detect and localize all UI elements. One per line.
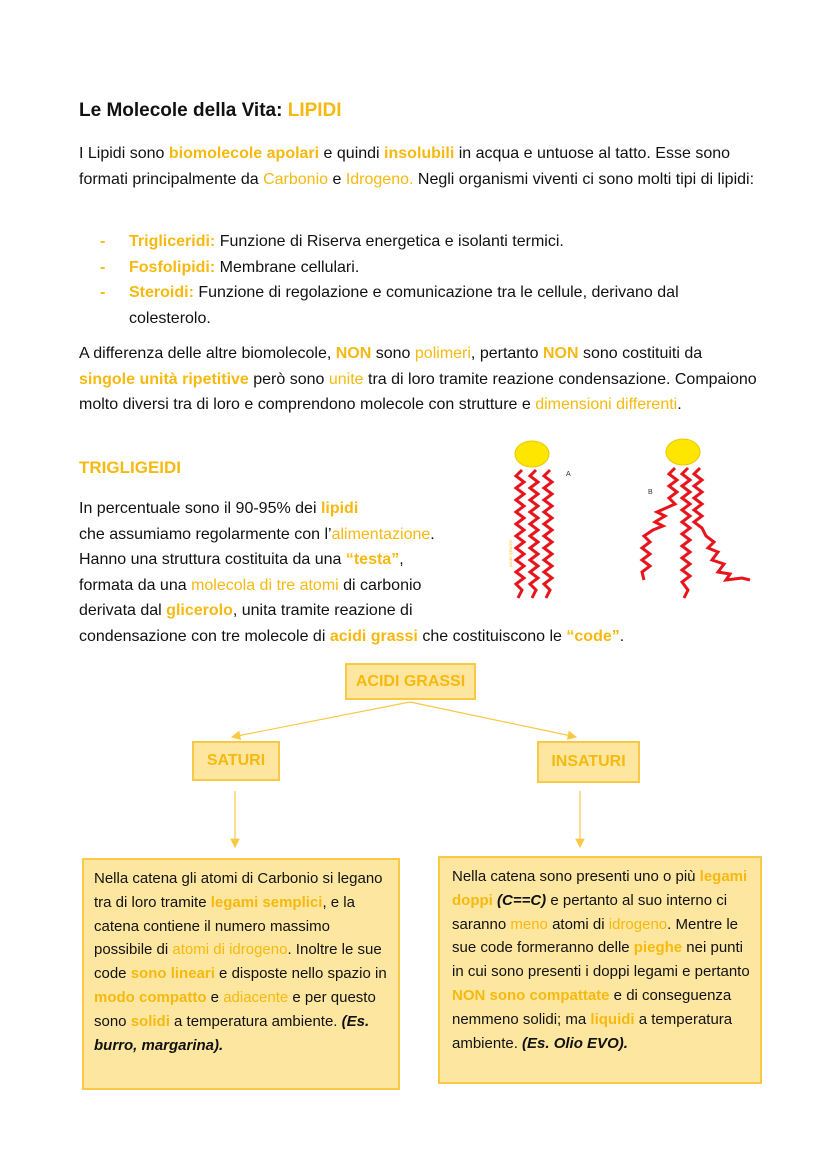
list-item: - Steroidi: Funzione di regolazione e comunicazione tra le cellule, derivano dal colesterolo. <box>100 284 679 327</box>
polymers-paragraph: A differenza delle altre biomolecole, NON sono polimeri, pertanto NON sono costituiti da singole unità ripetitive però sono unite tra di loro tramite reazione condensazione. Compaiono molto diversi tra di loro e comprendono molecole con strutture e dimensioni differenti. <box>79 345 757 413</box>
insaturi-description: Nella catena sono presenti uno o più legami doppi (C==C) e pertanto al suo interno ci saranno meno atomi di idrogeno. Mentre le sue code formeranno delle pieghe nei punti in cui sono presenti i doppi legami e pertanto NON sono compattate e di conseguenza nemmeno solidi; ma liquidi a temperatura ambiente. (Es. Olio EVO). <box>438 856 762 1084</box>
glycerol-head-a <box>515 441 549 467</box>
saturi-description: Nella catena gli atomi di Carbonio si legano tra di loro tramite legami semplici, e la catena contiene il numero massimo possibile di atomi di idrogeno. Inoltre le sue code sono lineari e disposte nello spazio in modo compatto e adiacente e per questo sono solidi a temperatura ambiente. (Es. burro, margarina). <box>82 858 400 1090</box>
triglyceride-illustration <box>500 432 760 612</box>
glycerol-head-b <box>666 439 700 465</box>
lipid-types-list <box>100 229 760 331</box>
fatty-acid-tail <box>694 468 750 580</box>
tiny-caption: ACIDI GRASSI <box>508 540 513 567</box>
molecule-b <box>642 439 750 598</box>
triglycerides-paragraph: In percentuale sono il 90-95% dei lipidi che assumiamo regolarmente con l’alimentazione. Hanno una struttura costituita da una “testa”, formata da una molecola di tre atomi di carbonio derivata dal glicerolo, unita tramite reazione di condensazione con tre molecole di acidi grassi che costituiscono le “code”. <box>79 500 625 645</box>
label-a: A <box>566 471 571 478</box>
molecule-a <box>515 441 552 598</box>
insaturi-node: INSATURI <box>537 741 640 783</box>
saturi-node: SATURI <box>192 741 280 781</box>
title-highlight: LIPIDI <box>287 100 342 121</box>
triglyceride-figure <box>500 432 760 612</box>
page-title: Le Molecole della Vita: LIPIDI <box>79 100 342 121</box>
list-item: - Fosfolipidi: Membrane cellulari. <box>100 258 360 276</box>
fatty-acid-tail <box>516 470 524 598</box>
section-heading: TRIGLIGEIDI <box>79 458 181 477</box>
acidi-grassi-node: ACIDI GRASSI <box>345 663 476 700</box>
fatty-acid-tail <box>530 470 538 598</box>
list-item: - Trigliceridi: Funzione di Riserva energetica e isolanti termici. <box>100 233 564 250</box>
label-b: B <box>648 489 653 496</box>
arrow-to-saturi <box>232 702 410 737</box>
fatty-acid-tail <box>544 470 552 598</box>
arrow-to-insaturi <box>410 702 576 737</box>
fatty-acid-tail <box>642 468 677 580</box>
intro-paragraph: I Lipidi sono biomolecole apolari e quindi insolubili in acqua e untuose al tatto. Esse sono formati principalmente da Carbonio e Idrogeno. Negli organismi viventi ci sono molti tipi di lipidi: <box>79 145 755 188</box>
fatty-acid-tail <box>682 468 690 598</box>
